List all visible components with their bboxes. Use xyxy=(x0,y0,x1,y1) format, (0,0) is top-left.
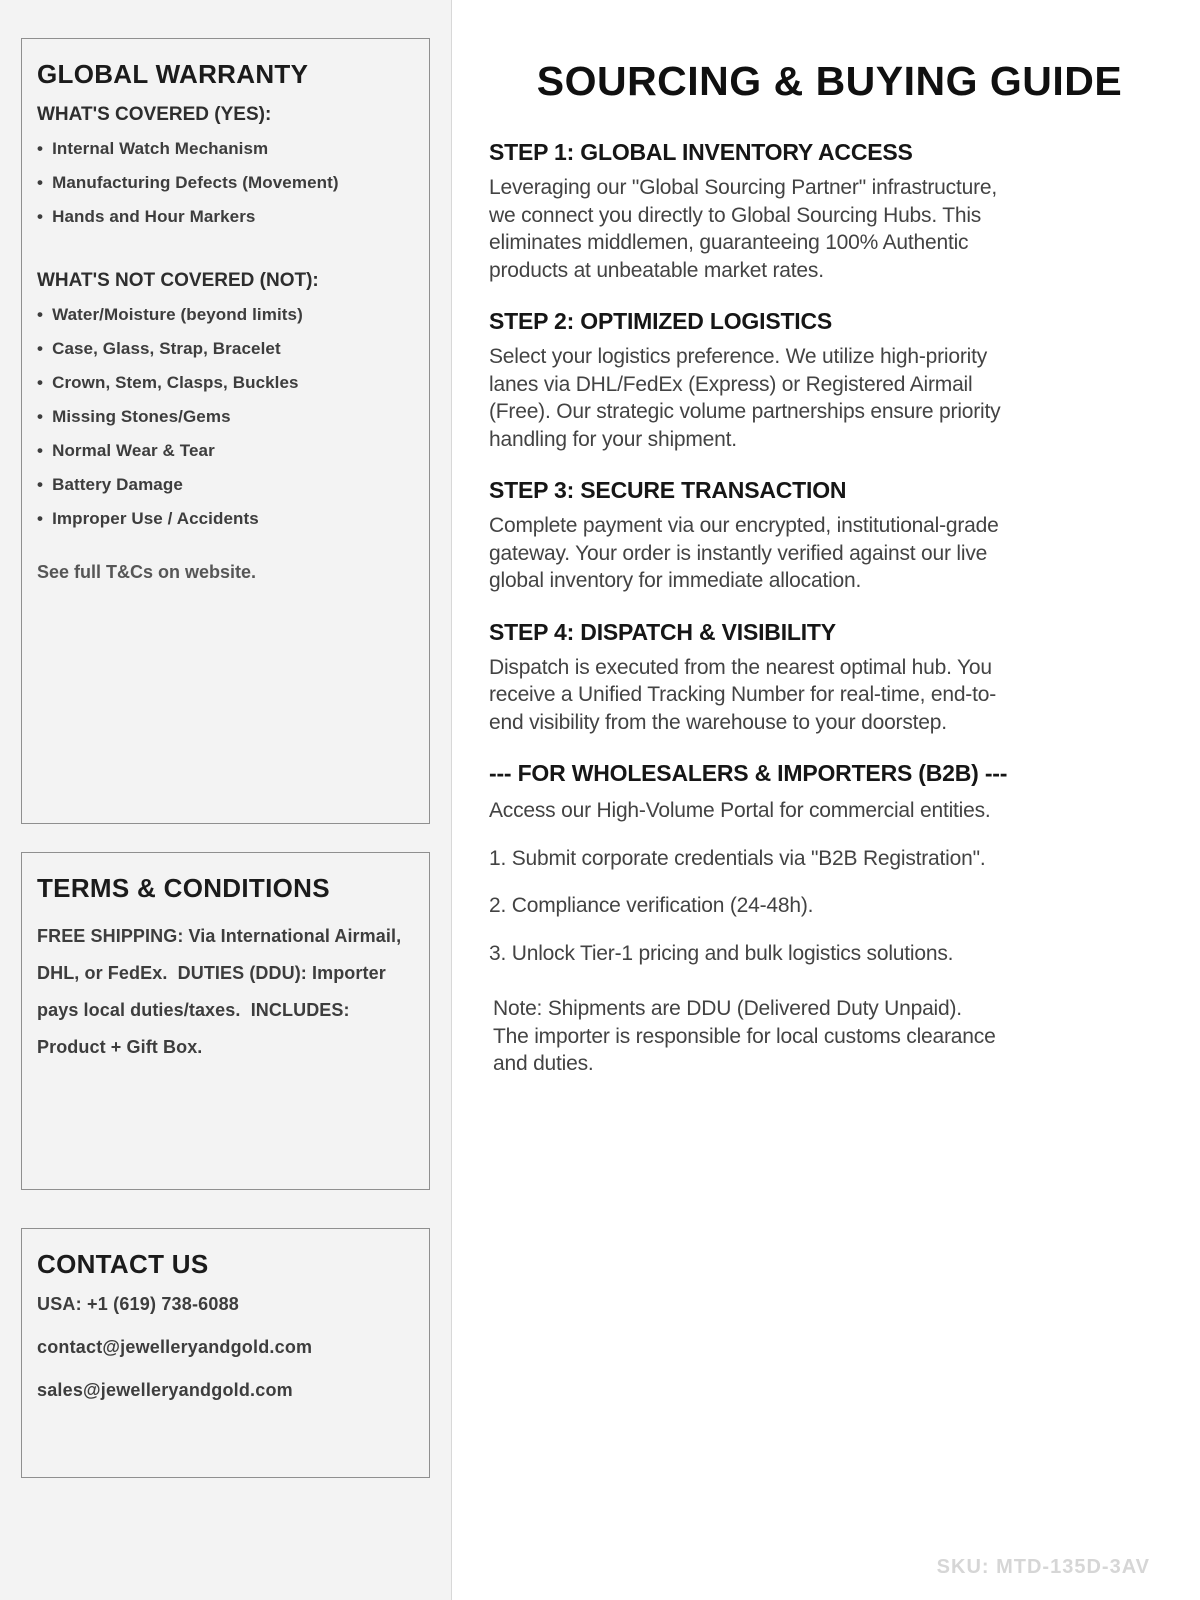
terms-body: FREE SHIPPING: Via International Airmail, DHL, or FedEx. DUTIES (DDU): Importer pays local duties/taxes. INCLUDES: Product + Gift Box. xyxy=(37,926,407,1057)
b2b-item-3: 3. Unlock Tier-1 pricing and bulk logistics solutions. xyxy=(489,941,954,965)
not-covered-heading: WHAT'S NOT COVERED (NOT): xyxy=(37,270,319,291)
contact-panel xyxy=(21,1228,430,1478)
warranty-footnote: See full T&Cs on website. xyxy=(37,562,257,582)
not-covered-item: • Crown, Stem, Clasps, Buckles xyxy=(37,366,414,400)
b2b-heading: --- FOR WHOLESALERS & IMPORTERS (B2B) --- xyxy=(489,760,1008,786)
bullet-dot xyxy=(37,407,52,426)
step-2-body: Select your logistics preference. We utilize high-priority lanes via DHL/FedEx (Express) or Registered Airmail (Free). Our strategic volume partnerships ensure priority handling for your shipment. xyxy=(489,345,1001,451)
b2b-section xyxy=(489,760,1170,1078)
contact-email-sales: sales@jewelleryandgold.com xyxy=(37,1380,293,1400)
contact-email-primary: contact@jewelleryandgold.com xyxy=(37,1337,313,1357)
terms-panel xyxy=(21,852,430,1190)
page-title: SOURCING & BUYING GUIDE xyxy=(536,58,1123,104)
info-sidebar xyxy=(0,0,452,1600)
sku-label: SKU: MTD-135D-3AV xyxy=(936,1556,1150,1578)
sourcing-guide-section xyxy=(453,0,1200,1600)
bullet-dot xyxy=(37,173,52,192)
bullet-dot xyxy=(37,139,52,158)
global-warranty-panel xyxy=(21,38,430,824)
b2b-item-1: 1. Submit corporate credentials via "B2B Registration". xyxy=(489,846,986,870)
covered-item: • Manufacturing Defects (Movement) xyxy=(37,166,414,200)
covered-item: • Internal Watch Mechanism xyxy=(37,132,414,166)
warranty-title: GLOBAL WARRANTY xyxy=(37,59,309,89)
step-2-section xyxy=(489,308,1170,453)
step-4-section xyxy=(489,619,1170,737)
terms-title: TERMS & CONDITIONS xyxy=(37,873,330,903)
not-covered-item: • Missing Stones/Gems xyxy=(37,400,414,434)
b2b-item-2: 2. Compliance verification (24-48h). xyxy=(489,894,814,917)
step-1-body: Leveraging our "Global Sourcing Partner" infrastructure, we connect you directly to Global Sourcing Hubs. This eliminates middlemen, guaranteeing 100% Authentic products at unbeatable market rates. xyxy=(489,176,997,282)
not-covered-item: • Battery Damage xyxy=(37,468,414,502)
not-covered-item: • Case, Glass, Strap, Bracelet xyxy=(37,332,414,366)
bullet-dot xyxy=(37,509,52,528)
step-4-body: Dispatch is executed from the nearest optimal hub. You receive a Unified Tracking Number for real-time, end-to-end visibility from the warehouse to your doorstep. xyxy=(489,655,997,734)
contact-title: CONTACT US xyxy=(37,1249,209,1279)
step-4-heading: STEP 4: DISPATCH & VISIBILITY xyxy=(489,618,836,645)
bullet-dot xyxy=(37,441,52,460)
step-3-body: Complete payment via our encrypted, institutional-grade gateway. Your order is instantly verified against our live global inventory for immediate allocation. xyxy=(489,514,999,592)
step-1-section xyxy=(489,139,1170,284)
step-1-heading: STEP 1: GLOBAL INVENTORY ACCESS xyxy=(489,139,913,165)
step-3-heading: STEP 3: SECURE TRANSACTION xyxy=(489,477,847,503)
covered-heading: WHAT'S COVERED (YES): xyxy=(37,104,272,125)
step-2-heading: STEP 2: OPTIMIZED LOGISTICS xyxy=(489,308,833,334)
b2b-note: Note: Shipments are DDU (Delivered Duty Unpaid). The importer is responsible for local customs clearance and duties. xyxy=(493,997,996,1075)
bullet-dot xyxy=(37,373,52,392)
not-covered-item: • Improper Use / Accidents xyxy=(37,502,414,536)
spacer xyxy=(37,234,414,270)
b2b-intro: Access our High-Volume Portal for commercial entities. xyxy=(489,799,991,822)
step-3-section xyxy=(489,477,1170,595)
covered-item: • Hands and Hour Markers xyxy=(37,200,414,234)
bullet-dot xyxy=(37,339,52,358)
not-covered-item: • Normal Wear & Tear xyxy=(37,434,414,468)
bullet-dot xyxy=(37,305,52,324)
bullet-dot xyxy=(37,475,52,494)
not-covered-item: • Water/Moisture (beyond limits) xyxy=(37,298,414,332)
contact-phone: USA: +1 (619) 738-6088 xyxy=(37,1294,240,1314)
bullet-dot xyxy=(37,207,52,226)
